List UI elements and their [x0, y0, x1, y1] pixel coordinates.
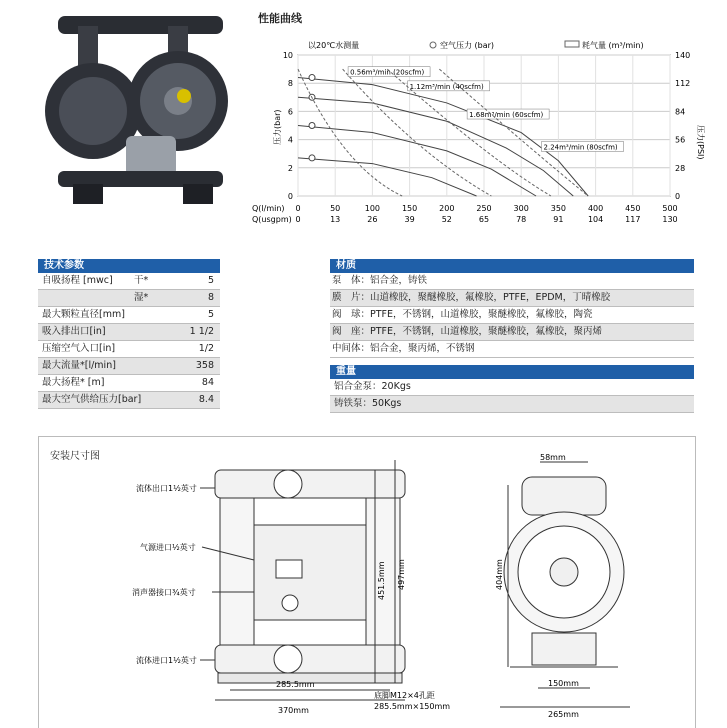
side-dim-width-inner: 150mm	[548, 679, 579, 688]
material-text: 阀 球：PTFE，不锈钢，山道橡胶，聚醚橡胶，氟橡胶，陶瓷	[332, 309, 593, 320]
pump-photo	[38, 6, 238, 221]
y-tick-label: 0	[287, 192, 293, 201]
material-text: 膜 片：山道橡胶，聚醚橡胶，氟橡胶，PTFE，EPDM，丁晴橡胶	[332, 292, 611, 303]
series-line	[298, 78, 588, 196]
material-text: 阀 座：PTFE，不锈钢，山道橡胶，聚醚橡胶，氟橡胶，聚丙烯	[332, 326, 602, 337]
dim-width-outer: 370mm	[278, 706, 309, 715]
label-muffler: 消声器接口¾英寸	[132, 588, 196, 597]
x-tick-label: 500	[662, 204, 678, 213]
spec-value: 1/2	[198, 343, 214, 354]
x-tick-label: 250	[476, 204, 492, 213]
y-tick-label: 2	[287, 163, 293, 173]
x-tick-label: 150	[401, 204, 418, 213]
x2-tick-label: 26	[367, 215, 378, 224]
y-right-tick-label: 56	[675, 135, 686, 145]
series-start-marker	[309, 123, 315, 129]
weight-text: 铸铁泵：50Kgs	[334, 398, 402, 409]
side-dim-top: 58mm	[540, 453, 566, 462]
weight-row	[330, 396, 694, 413]
x-tick-label: 200	[439, 204, 455, 213]
material-row	[330, 341, 694, 358]
x2-tick-label: 104	[587, 215, 604, 224]
label-outlet: 流体出口1½英寸	[136, 484, 197, 493]
x2-tick-label: 65	[478, 215, 490, 224]
performance-title: 性能曲线	[258, 12, 302, 25]
material-header: 材质	[330, 259, 694, 273]
y-tick-label: 6	[287, 107, 293, 117]
y-right-tick-label: 28	[675, 163, 686, 173]
label-inlet: 流体进口1½英寸	[136, 656, 197, 665]
spec-header: 技术参数	[38, 259, 220, 273]
y-right-tick-label: 112	[675, 79, 691, 89]
left-axis-label: 压力(bar)	[273, 109, 282, 145]
x2-tick-label: 91	[553, 215, 564, 224]
air-consumption-label: 1.68m³/min (60scfm)	[469, 111, 544, 120]
material-text: 中间体：铝合金，聚丙烯，不锈钢	[332, 343, 475, 354]
x-label-lmin: Q(l/min)	[252, 204, 285, 213]
y-tick-label: 10	[282, 51, 293, 60]
x-tick-label: 100	[364, 204, 381, 213]
spec-row	[38, 290, 220, 307]
spec-row	[38, 324, 220, 341]
spec-row	[38, 358, 220, 375]
material-table	[330, 259, 694, 358]
series-start-marker	[309, 155, 315, 161]
legend-water: 以20℃水测量	[308, 41, 360, 50]
x-tick-label: 300	[513, 204, 529, 213]
spec-label: 自吸扬程 [mwc]	[42, 275, 113, 286]
label-air-inlet: 气源进口½英寸	[140, 543, 196, 552]
spec-sub: 湿*	[134, 292, 149, 303]
legend-air-consumption: 耗气量 (m³/min)	[582, 41, 644, 50]
installation-drawing	[40, 455, 690, 727]
weight-row	[330, 379, 694, 396]
x2-tick-label: 52	[441, 215, 452, 224]
spec-value: 84	[201, 377, 214, 388]
air-consumption-label: 0.56m³/min (20scfm)	[350, 68, 425, 77]
x-tick-label: 0	[295, 204, 301, 213]
y-tick-label: 8	[287, 79, 293, 89]
air-consumption-label: 2.24m³/min (80scfm)	[543, 143, 618, 152]
x-label-usgpm: Q(usgpm)	[252, 215, 292, 224]
spec-row	[38, 307, 220, 324]
x-tick-label: 400	[587, 204, 604, 213]
weight-text: 铝合金泵：20Kgs	[334, 381, 411, 392]
material-row	[330, 273, 694, 290]
legend-air-consumption-marker	[565, 41, 579, 47]
spec-row	[38, 341, 220, 358]
series-start-marker	[309, 75, 315, 81]
y-right-tick-label: 84	[675, 107, 686, 117]
spec-sub: 干*	[134, 275, 149, 286]
legend-air-pressure: 空气压力 (bar)	[440, 41, 495, 50]
spec-value: 5	[207, 275, 214, 286]
x2-tick-label: 78	[516, 215, 527, 224]
dim-height-outer: 497mm	[397, 559, 406, 590]
x2-tick-label: 39	[404, 215, 415, 224]
x2-tick-label: 0	[295, 215, 301, 224]
series-line	[298, 158, 477, 196]
spec-value: 8	[207, 292, 214, 303]
spec-table	[38, 259, 220, 409]
x2-tick-label: 130	[662, 215, 678, 224]
x-tick-label: 50	[330, 204, 341, 213]
spec-value: 358	[195, 360, 214, 371]
x2-tick-label: 117	[625, 215, 641, 224]
base-note-1: 底脚M12×4孔距	[374, 691, 435, 700]
x-tick-label: 450	[625, 204, 641, 213]
spec-value: 5	[207, 309, 214, 320]
side-dim-height: 404mm	[495, 559, 504, 590]
spec-row	[38, 375, 220, 392]
base-note-2: 285.5mm×150mm	[374, 702, 451, 711]
y-right-tick-label: 140	[675, 51, 691, 60]
y-right-tick-label: 0	[675, 192, 681, 201]
spec-label: 最大颗粒直径[mm]	[42, 309, 125, 320]
dim-height-inner: 451.5mm	[377, 561, 386, 600]
dim-width-inner: 285.5mm	[276, 680, 315, 689]
spec-label: 吸入排出口[in]	[42, 326, 106, 337]
spec-row	[38, 273, 220, 290]
spec-label: 最大流量*[l/min]	[42, 360, 116, 371]
x2-tick-label: 13	[330, 215, 341, 224]
material-row	[330, 290, 694, 307]
performance-chart	[250, 30, 705, 230]
material-text: 泵 体：铝合金，铸铁	[332, 275, 428, 286]
weight-table	[330, 365, 694, 413]
weight-header: 重量	[330, 365, 694, 379]
material-row	[330, 307, 694, 324]
spec-value: 8.4	[198, 394, 214, 405]
side-dim-width-outer: 265mm	[548, 710, 579, 719]
spec-label: 最大扬程* [m]	[42, 377, 105, 388]
legend-air-pressure-marker	[430, 42, 436, 48]
spec-label: 压缩空气入口[in]	[42, 343, 116, 354]
drawing-title: 安装尺寸图	[50, 451, 100, 462]
y-tick-label: 4	[287, 135, 293, 145]
material-row	[330, 324, 694, 341]
x-tick-label: 350	[550, 204, 567, 213]
spec-value: 1 1/2	[189, 326, 214, 337]
air-consumption-label: 1.12m³/min (40scfm)	[409, 82, 484, 91]
spec-label: 最大空气供给压力[bar]	[42, 394, 142, 405]
spec-row	[38, 392, 220, 409]
right-axis-label: 压力(PSI)	[696, 125, 705, 160]
